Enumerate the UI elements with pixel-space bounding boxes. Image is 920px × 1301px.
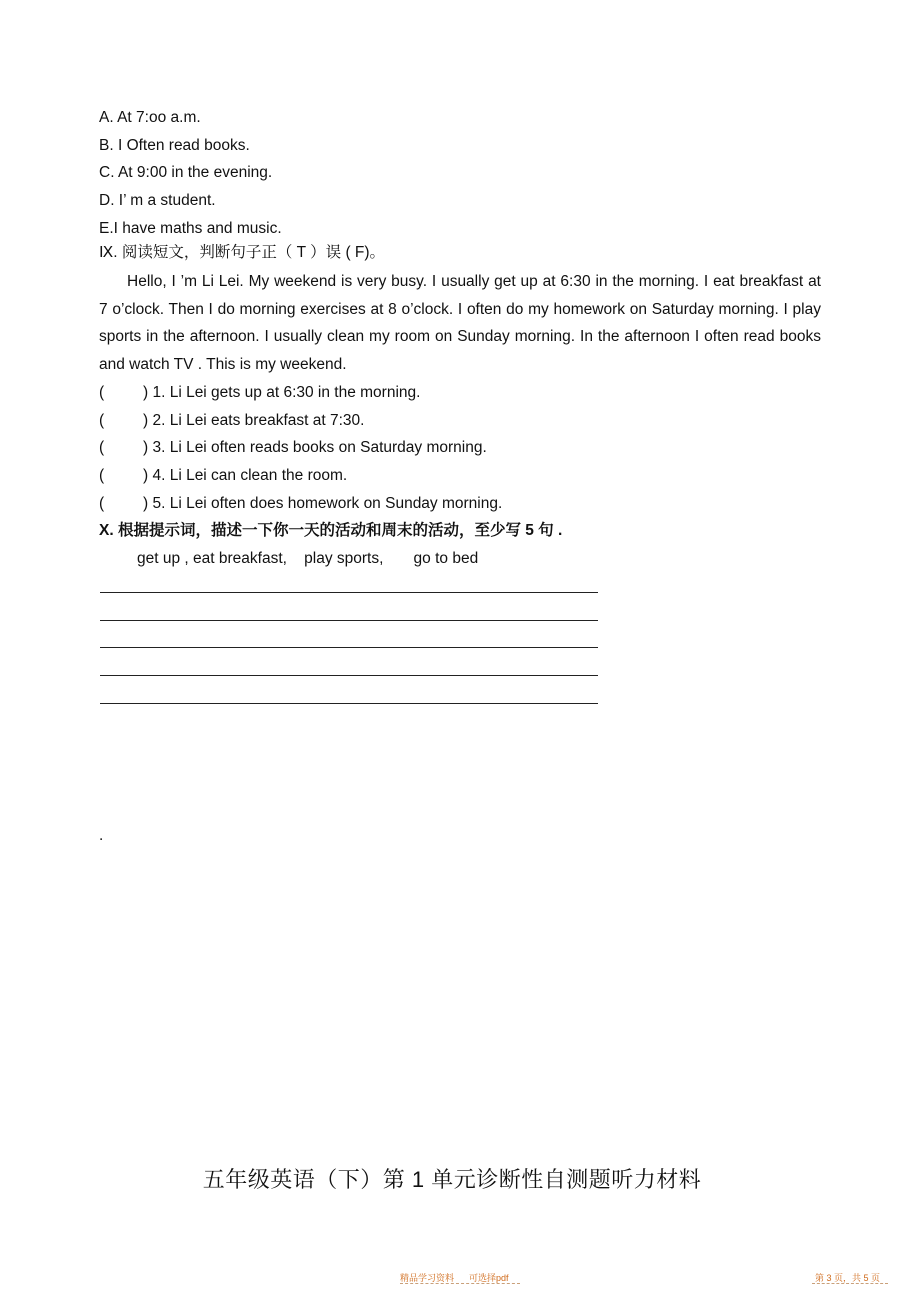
statement-2 bbox=[99, 411, 364, 431]
hint-words: get up , eat breakfast, play sports, go to bed bbox=[137, 550, 479, 567]
statement-3 bbox=[99, 438, 487, 458]
statement-text: ) 2. Li Lei eats breakfast at 7:30. bbox=[143, 412, 365, 429]
footer-left: 精品学习资料 可选择pdf bbox=[400, 1273, 509, 1283]
statement-text: ) 4. Li Lei can clean the room. bbox=[143, 467, 348, 484]
statement-4 bbox=[99, 466, 347, 486]
answer-line-5[interactable] bbox=[100, 703, 598, 704]
footer-page-number: 第 3 页，共 5 页 bbox=[815, 1273, 881, 1283]
statement-5 bbox=[99, 494, 502, 514]
listening-material-title: 五年级英语（下）第 1 单元诊断性自测题听力材料 bbox=[202, 1167, 702, 1192]
option-e: E.I have maths and music. bbox=[99, 220, 282, 237]
answer-line-2[interactable] bbox=[100, 620, 598, 621]
statement-text: ) 5. Li Lei often does homework on Sunday morning. bbox=[143, 495, 503, 512]
answer-blank[interactable]: ( bbox=[99, 384, 105, 401]
option-c: C. At 9:00 in the evening. bbox=[99, 164, 273, 181]
option-d: D. I’ m a student. bbox=[99, 192, 216, 209]
section-9-heading: Ⅸ. 阅读短文，判断句子正（ T ）误 ( F)。 bbox=[99, 244, 386, 261]
answer-line-4[interactable] bbox=[100, 675, 598, 676]
answer-blank[interactable]: ( bbox=[99, 495, 105, 512]
answer-blank[interactable]: ( bbox=[99, 439, 105, 456]
statement-1 bbox=[99, 383, 420, 403]
reading-passage: Hello, I ’m Li Lei. My weekend is very busy. I usually get up at 6:30 in the morning. I eat breakfast at 7 o’clock. Then I do morning exercises at 8 o’clock. I often do my homework on Saturday morning. I play sports in the afternoon. I usually clean my room on Sunday morning. In the afternoon I often read books and watch TV . This is my weekend. bbox=[99, 273, 821, 373]
answer-blank[interactable]: ( bbox=[99, 412, 105, 429]
stray-dot: . bbox=[99, 827, 104, 844]
option-b: B. I Often read books. bbox=[99, 137, 250, 154]
answer-line-3[interactable] bbox=[100, 647, 598, 648]
answer-blank[interactable]: ( bbox=[99, 467, 105, 484]
option-a: A. At 7:oo a.m. bbox=[99, 109, 201, 126]
footer-left-dots bbox=[400, 1283, 520, 1284]
statement-text: ) 1. Li Lei gets up at 6:30 in the morning. bbox=[143, 384, 421, 401]
section-10-heading: X. 根据提示词，描述一下你一天的活动和周末的活动，至少写 5 句 . bbox=[99, 522, 563, 539]
footer-right-dots bbox=[812, 1283, 888, 1284]
answer-line-1[interactable] bbox=[100, 592, 598, 593]
statement-text: ) 3. Li Lei often reads books on Saturday morning. bbox=[143, 439, 487, 456]
